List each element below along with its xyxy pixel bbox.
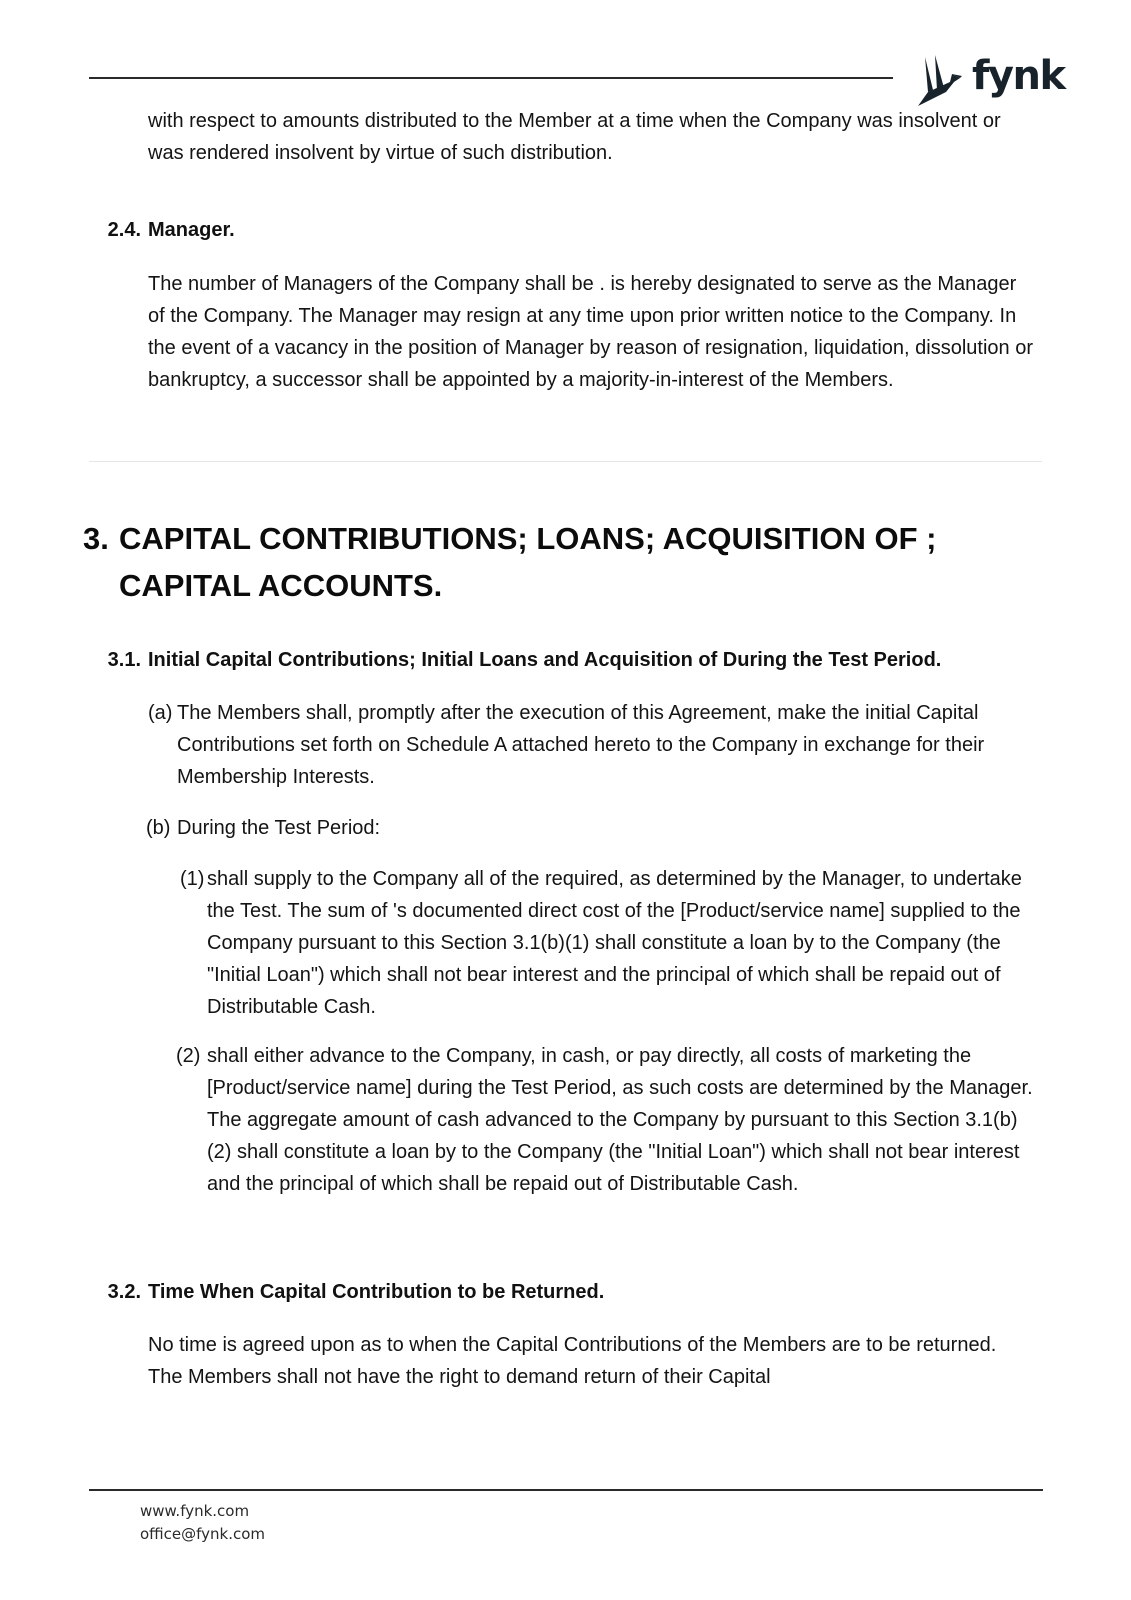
section-3-2-heading (99, 1278, 604, 1306)
intro-paragraph: with respect to amounts distributed to the Member at a time when the Company was insolvent or was rendered insolvent by virtue of such distribution. (148, 110, 1001, 164)
list-marker: (b) (146, 817, 171, 839)
list-item-text: shall either advance to the Company, in cash, or pay directly, all costs of marketing the [Product/service name] during the Test Period, as such costs are determined by the Manager. The aggregate amount of cash advanced to the Company by pursuant to this Section 3.1(b)(2) shall constitute a loan by to the Company (the "Initial Loan") which shall not bear interest and the principal of which shall be repaid out of Distributable Cash. (207, 1045, 1033, 1195)
fynk-logo (916, 52, 1065, 108)
list-marker: (a) (148, 702, 173, 724)
list-marker: (1) (180, 868, 205, 890)
section-number: 2.4. (107, 219, 141, 241)
section-3-heading (83, 515, 983, 609)
section-title: Time When Capital Contribution to be Returned. (148, 1281, 605, 1303)
logo-wordmark: fynk (972, 53, 1065, 99)
list-subitem-1 (180, 863, 1040, 1023)
list-item-a (148, 697, 993, 793)
section-number: 3. (83, 521, 109, 556)
section-title: Manager. (148, 219, 235, 241)
section-3-2-body: No time is agreed upon as to when the Capital Contributions of the Members are to be returned. The Members shall not have the right to demand return of their Capital (148, 1334, 997, 1388)
header-rule (89, 77, 893, 79)
section-2-4-heading (99, 216, 235, 244)
list-item-text: The Members shall, promptly after the execution of this Agreement, make the initial Capital Contributions set forth on Schedule A attached hereto to the Company in exchange for their Membership Interests. (177, 702, 985, 788)
section-2-4-body: The number of Managers of the Company shall be . is hereby designated to serve as the Manager of the Company. The Manager may resign at any time upon prior written notice to the Company. In the event of a vacancy in the position of Manager by reason of resignation, liquidation, dissolution or bankruptcy, a successor shall be appointed by a majority-in-interest of the Members. (148, 273, 1033, 391)
list-subitem-2 (176, 1040, 1040, 1200)
footer-rule (89, 1489, 1043, 1491)
section-divider (89, 461, 1042, 462)
list-marker: (2) (176, 1045, 201, 1067)
footer-email-link[interactable]: office@fynk.com (140, 1525, 266, 1543)
footer-website-link[interactable]: www.fynk.com (140, 1502, 250, 1520)
section-number: 3.1. (107, 649, 141, 671)
section-3-1-heading (99, 646, 941, 674)
list-item-b (146, 812, 991, 844)
origami-bird-icon (916, 52, 966, 108)
section-title: CAPITAL CONTRIBUTIONS; LOANS; ACQUISITION OF ; CAPITAL ACCOUNTS. (119, 521, 937, 603)
section-title: Initial Capital Contributions; Initial Loans and Acquisition of During the Test Period. (148, 649, 942, 671)
section-number: 3.2. (107, 1281, 141, 1303)
list-item-text: During the Test Period: (177, 817, 381, 839)
list-item-text: shall supply to the Company all of the required, as determined by the Manager, to undertake the Test. The sum of 's documented direct cost of the [Product/service name] supplied to the Company pursuant to this Section 3.1(b)(1) shall constitute a loan by to the Company (the "Initial Loan") which shall not bear interest and the principal of which shall be repaid out of Distributable Cash. (207, 868, 1022, 1018)
